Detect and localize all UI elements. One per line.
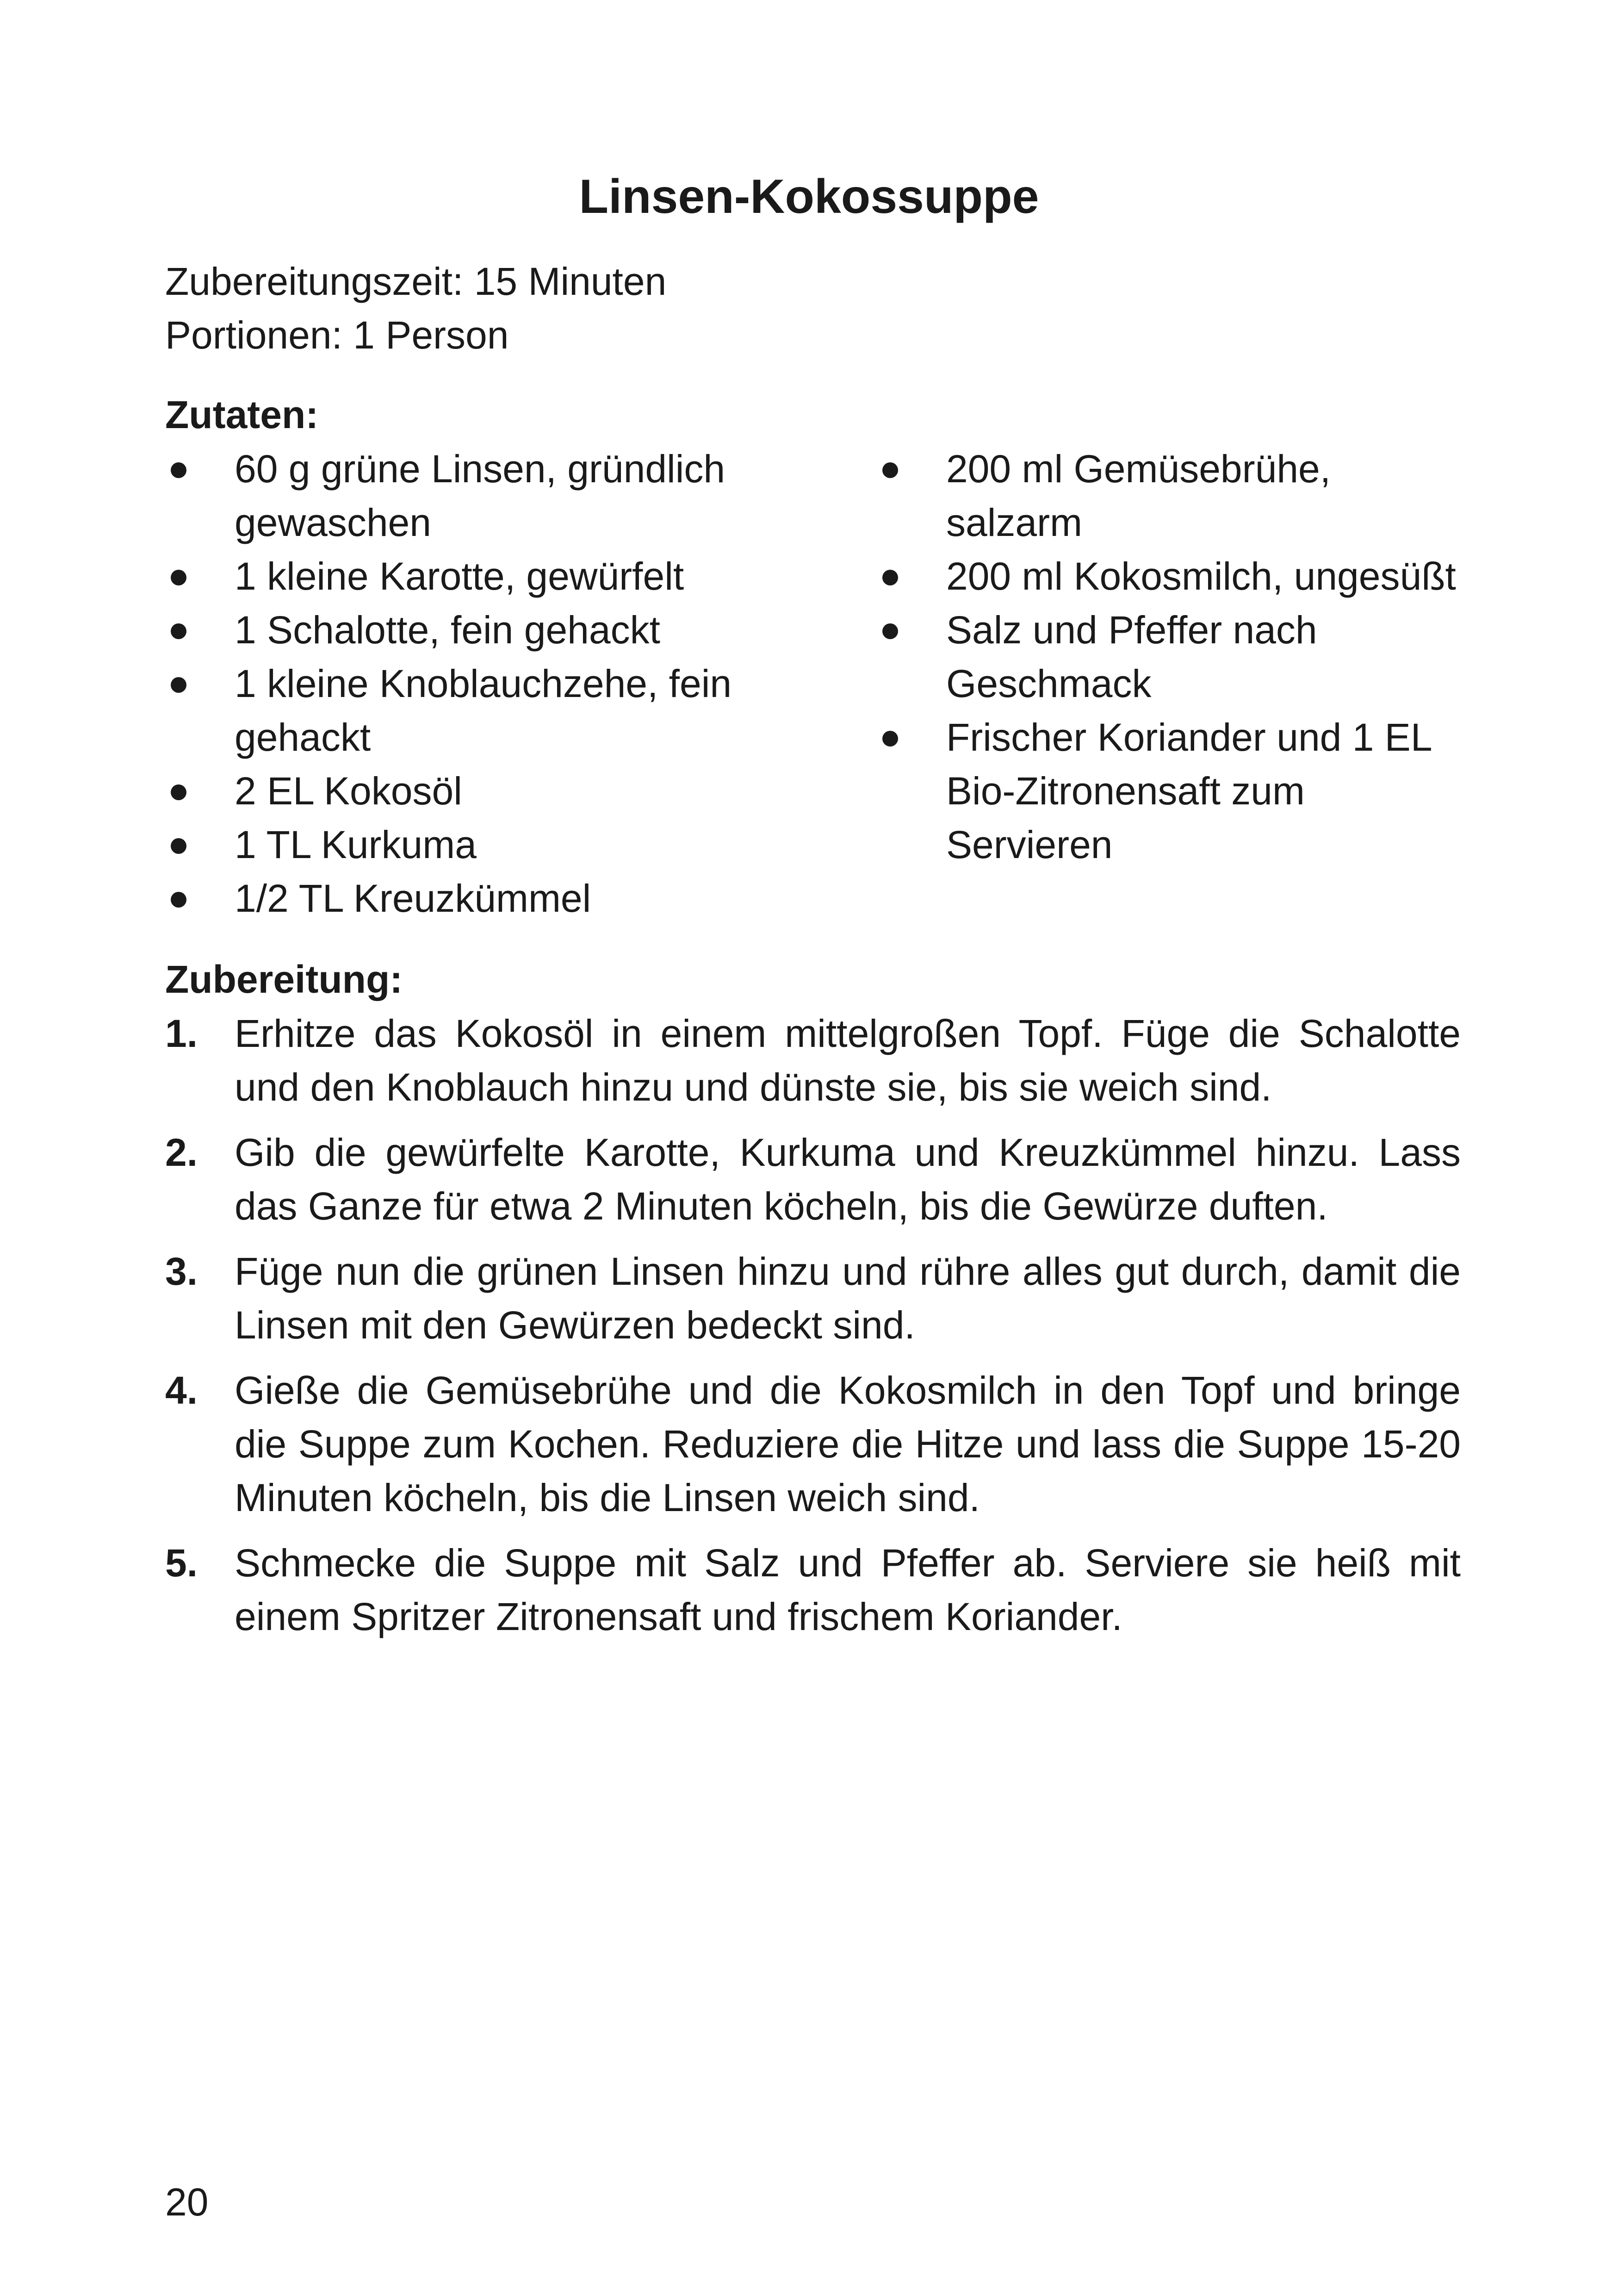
prep-time: Zubereitungszeit: 15 Minuten — [165, 260, 667, 303]
ingredient-item: 1 TL Kurkuma — [165, 818, 790, 871]
step-text: Erhitze das Kokosöl in einem mittelgroßen Topf. Füge die Schalotte und den Knoblauch hinzu und dünste sie, bis sie weich sind. — [235, 1012, 1461, 1109]
ingredient-item: 2 EL Kokosöl — [165, 764, 790, 818]
bullet-icon — [171, 623, 186, 639]
ingredient-item: 1/2 TL Kreuzkümmel — [165, 871, 790, 925]
preparation-heading: Zubereitung: — [165, 958, 403, 1001]
ingredient-item: 1 kleine Karotte, gewürfelt — [165, 549, 790, 603]
portions: Portionen: 1 Person — [165, 313, 509, 357]
ingredient-item: 1 kleine Knoblauchzehe, fein gehackt — [165, 657, 790, 764]
step-item — [165, 1536, 1461, 1643]
bullet-icon — [171, 570, 186, 585]
ingredients-list-right — [877, 442, 1464, 871]
step-number: 4. — [165, 1369, 198, 1412]
bullet-icon — [882, 623, 898, 639]
ingredient-item: Salz und Pfeffer nach Geschmack — [877, 603, 1464, 710]
step-text: Gib die gewürfelte Karotte, Kurkuma und Kreuzkümmel hinzu. Lass das Ganze für etwa 2 Minuten köcheln, bis die Gewürze duften. — [235, 1131, 1461, 1228]
preparation-steps — [165, 1007, 1461, 1655]
step-text: Gieße die Gemüsebrühe und die Kokosmilch in den Topf und bringe die Suppe zum Kochen. Reduziere die Hitze und lass die Suppe 15-20 Minuten köcheln, bis die Linsen weich sind. — [235, 1369, 1461, 1519]
bullet-icon — [171, 784, 186, 800]
page-number: 20 — [165, 2180, 209, 2224]
step-number: 3. — [165, 1250, 198, 1293]
step-number: 2. — [165, 1131, 198, 1174]
step-text: Füge nun die grünen Linsen hinzu und rühre alles gut durch, damit die Linsen mit den Gewürzen bedeckt sind. — [235, 1250, 1461, 1347]
bullet-icon — [171, 892, 186, 908]
step-number: 1. — [165, 1012, 198, 1055]
bullet-icon — [882, 462, 898, 478]
ingredient-item: 1 Schalotte, fein gehackt — [165, 603, 790, 657]
ingredient-item: 200 ml Kokosmilch, ungesüßt — [877, 549, 1464, 603]
recipe-meta — [165, 255, 666, 362]
step-text: Schmecke die Suppe mit Salz und Pfeffer ab. Serviere sie heiß mit einem Spritzer Zitronensaft und frischem Koriander. — [235, 1541, 1461, 1638]
step-number: 5. — [165, 1541, 198, 1585]
ingredients-heading: Zutaten: — [165, 393, 319, 436]
bullet-icon — [171, 462, 186, 478]
ingredient-item: Frischer Koriander und 1 EL Bio-Zitronensaft zum Servieren — [877, 710, 1464, 871]
step-item — [165, 1363, 1461, 1524]
bullet-icon — [171, 677, 186, 693]
step-item — [165, 1007, 1461, 1114]
bullet-icon — [171, 838, 186, 854]
step-item — [165, 1244, 1461, 1352]
bullet-icon — [882, 731, 898, 747]
ingredient-item: 60 g grüne Linsen, gründlich gewaschen — [165, 442, 790, 549]
bullet-icon — [882, 570, 898, 585]
step-item — [165, 1126, 1461, 1233]
recipe-title: Linsen-Kokossuppe — [579, 170, 1039, 224]
ingredients-list-left — [165, 442, 790, 925]
ingredient-item: 200 ml Gemüsebrühe, salzarm — [877, 442, 1464, 549]
